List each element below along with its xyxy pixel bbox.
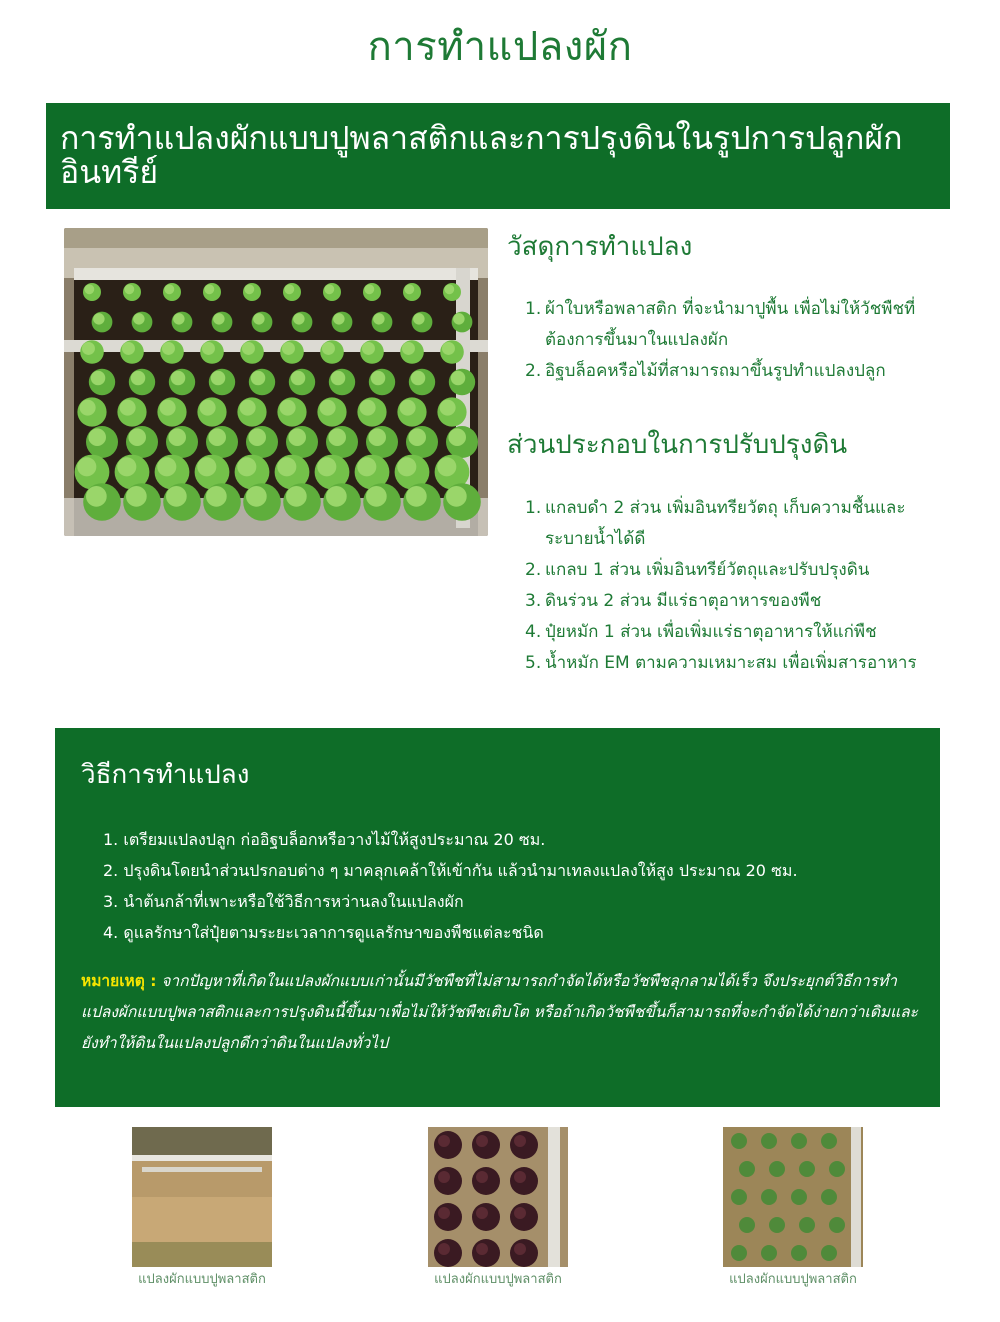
plant-shape [208,428,226,446]
plant-shape [397,457,416,476]
plant-shape [761,1133,777,1149]
red-lettuce-bed-image [428,1127,568,1267]
plant-shape [80,400,96,416]
plant-shape [157,457,176,476]
plant-shape [277,457,296,476]
plant-shape [731,1133,747,1149]
plant-shape [168,428,186,446]
plant-shape [117,457,136,476]
plant-shape [293,313,304,324]
materials-list [525,294,925,387]
plant-shape [284,284,294,294]
plant-shape [769,1217,785,1233]
plant-shape [799,1217,815,1233]
banner-title: การทำแปลงผักแบบปูพลาสติกและการปรุงดินในรูปการปลูกผักอินทรีย์ [60,119,903,191]
list-item: 2. แกลบ 1 ส่วน เพิ่มอินทรีย์วัตถุและปรับปรุงดิน [525,560,870,580]
lettuce-bed-image [64,228,488,536]
soil-heading: ส่วนประกอบในการปรับปรุงดิน [507,430,848,460]
plant-shape [362,342,375,355]
plant-shape [476,1243,488,1255]
plant-shape [246,486,267,507]
plant-shape [320,400,336,416]
plant-shape [131,371,146,386]
plant-shape [440,400,456,416]
plant-shape [364,284,374,294]
plant-shape [408,428,426,446]
plant-shape [197,457,216,476]
plant-shape [324,284,334,294]
plant-shape [288,428,306,446]
plant-shape [476,1207,488,1219]
method-step: 4. ดูแลรักษาใส่ปุ๋ยตามระยะเวลาการดูแลรักษาของพืชแต่ละชนิด [103,923,544,942]
method-step: 2. ปรุงดินโดยนำส่วนปรกอบต่าง ๆ มาคลุกเคล้าให้เข้ากัน แล้วนำมาเทลงแปลงให้สูง ประมาณ 20 ซม. [103,861,798,880]
plant-shape [442,342,455,355]
plant-shape [160,400,176,416]
plant-shape [202,342,215,355]
plant-shape [286,486,307,507]
plant-shape [253,313,264,324]
plant-shape [821,1189,837,1205]
plant-shape [331,371,346,386]
plant-shape [413,313,424,324]
note-label: หมายเหตุ : [81,972,157,990]
plant-shape [282,342,295,355]
plant-shape [829,1161,845,1177]
plant-shape [739,1161,755,1177]
plant-shape [761,1189,777,1205]
plant-shape [404,284,414,294]
plant-shape [128,428,146,446]
plant-shape [791,1189,807,1205]
plant-shape [829,1217,845,1233]
plant-shape [438,1135,450,1147]
plant-shape [731,1189,747,1205]
note-text: จากปัญหาที่เกิดในแปลงผักแบบเก่านั้นมีวัชพืชที่ไม่สามารถกำจัดได้หรือวัชพืชลุกลามได้เร็ว จึงประยุกต์วิธีการทำแปลงผักแบบปูพลาสติกและการปรุงดินนี้ขึ้นมาเพื่อไม่ให้วัชพืชเติบโต หรือถ้าเกิดวัชพืชขึ้นก็สามารถที่จะกำจัดได้ง่ายกว่าเดิมและยังทำให้ดินในแปลงปลูกดีกว่าดินในแปลงทั่วไป [81,972,918,1052]
plant-shape [82,342,95,355]
plant-shape [791,1133,807,1149]
gallery-photo-1 [132,1127,272,1267]
plant-shape [328,428,346,446]
plant-shape [213,313,224,324]
plant-shape [162,342,175,355]
plant-shape [371,371,386,386]
plant-shape [438,1171,450,1183]
plant-shape [799,1161,815,1177]
main-photo-lettuce-bed [64,228,488,536]
plant-shape [514,1207,526,1219]
plant-shape [514,1135,526,1147]
plant-shape [448,428,466,446]
gallery-caption-2: แปลงผักแบบปูพลาสติก [434,1272,562,1287]
plant-shape [242,342,255,355]
plant-shape [821,1133,837,1149]
plant-shape [453,313,464,324]
gallery-caption-1: แปลงผักแบบปูพลาสติก [138,1272,266,1287]
plant-shape [88,428,106,446]
plant-shape [133,313,144,324]
plant-shape [514,1243,526,1255]
note-paragraph [81,966,921,1059]
plant-shape [402,342,415,355]
plant-shape [244,284,254,294]
plant-shape [237,457,256,476]
plant-shape [791,1245,807,1261]
green-seedling-bed-image [723,1127,863,1267]
method-section [55,728,940,1107]
list-item: 5. น้ำหมัก EM ตามความเหมาะสม เพื่อเพิ่มสารอาหาร [525,653,917,673]
plant-shape [438,1207,450,1219]
plant-shape [411,371,426,386]
plant-shape [333,313,344,324]
list-item: 3. ดินร่วน 2 ส่วน มีแร่ธาตุอาหารของพืช [525,591,822,611]
plant-shape [326,486,347,507]
list-item: 1. แกลบดำ 2 ส่วน เพิ่มอินทรียวัตถุ เก็บความชื้นและ ระบายน้ำได้ดี [525,498,906,549]
plant-shape [769,1161,785,1177]
plant-shape [93,313,104,324]
plant-shape [280,400,296,416]
plant-shape [373,313,384,324]
method-step: 1. เตรียมแปลงปลูก ก่ออิฐบล็อกหรือวางไม้ให้สูงประมาณ 20 ซม. [103,830,546,849]
plant-shape [446,486,467,507]
soil-list [525,493,945,679]
plant-shape [204,284,214,294]
plant-shape [322,342,335,355]
plant-shape [360,400,376,416]
plant-shape [91,371,106,386]
list-item: 4. ปุ๋ยหมัก 1 ส่วน เพื่อเพิ่มแร่ธาตุอาหารให้แก่พืช [525,622,877,642]
plant-shape [126,486,147,507]
gallery-photo-3 [723,1127,863,1267]
straw-bed-image [132,1127,272,1267]
plant-shape [438,1243,450,1255]
plant-shape [761,1245,777,1261]
plant-shape [200,400,216,416]
plant-shape [366,486,387,507]
plant-shape [476,1135,488,1147]
plant-shape [357,457,376,476]
plant-shape [86,486,107,507]
plant-shape [206,486,227,507]
gallery-photo-2 [428,1127,568,1267]
plant-shape [451,371,466,386]
plant-shape [171,371,186,386]
plant-shape [251,371,266,386]
section-banner [46,103,950,209]
list-item: 2. อิฐบล็อคหรือไม้ที่สามารถมาขึ้นรูปทำแปลงปลูก [525,361,886,381]
page-title: การทำแปลงผัก [367,24,633,70]
plant-shape [77,457,96,476]
plant-shape [821,1245,837,1261]
plant-shape [444,284,454,294]
materials-heading: วัสดุการทำแปลง [507,232,693,262]
plant-shape [173,313,184,324]
plant-shape [406,486,427,507]
gallery-caption-3: แปลงผักแบบปูพลาสติก [729,1272,857,1287]
plant-shape [248,428,266,446]
plant-shape [84,284,94,294]
method-steps [103,824,798,948]
plant-shape [166,486,187,507]
plant-shape [120,400,136,416]
method-step: 3. นำต้นกล้าที่เพาะหรือใช้วิธีการหว่านลงในแปลงผัก [103,892,464,911]
plant-shape [317,457,336,476]
plant-shape [124,284,134,294]
plant-shape [368,428,386,446]
plant-shape [739,1217,755,1233]
plant-shape [514,1171,526,1183]
list-item: 1. ผ้าใบหรือพลาสติก ที่จะนำมาปูพื้น เพื่อไม่ให้วัชพืชที่ ต้องการขึ้นมาในแปลงผัก [525,299,916,350]
plant-shape [240,400,256,416]
plant-shape [731,1245,747,1261]
plant-shape [437,457,456,476]
plant-shape [211,371,226,386]
plant-shape [122,342,135,355]
plant-shape [291,371,306,386]
plant-shape [400,400,416,416]
plant-shape [476,1171,488,1183]
method-heading: วิธีการทำแปลง [81,760,250,790]
plant-shape [164,284,174,294]
